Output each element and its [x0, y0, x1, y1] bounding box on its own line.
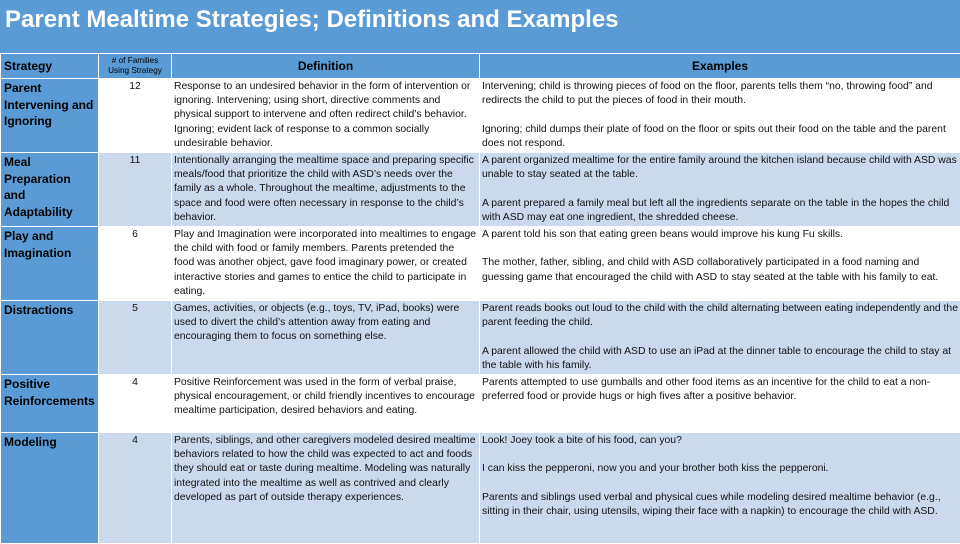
- strategy-cell: Distractions: [1, 301, 99, 375]
- examples-cell: [480, 79, 960, 153]
- table-row: [1, 79, 960, 153]
- examples-cell: [480, 227, 960, 301]
- strategy-cell: Meal Preparation and Adaptability: [1, 153, 99, 227]
- definition-cell: Intentionally arranging the mealtime space and preparing specific meals/food that prioritize the child with ASD’s needs over the family as a whole. Throughout the mealtime, adjustments to the space and food were often necessary in response to the child’s behavior.: [172, 153, 480, 227]
- header-examples: Examples: [480, 54, 960, 79]
- examples-cell: [480, 375, 960, 433]
- examples-cell: [480, 301, 960, 375]
- definition-cell: Parents, siblings, and other caregivers modeled desired mealtime behaviors related to how the child was expected to act and foods they should eat or taste during mealtime. Modeling was naturally integrated into the mealtime as well as contrived and clearly developed as part of outside therapy experiences.: [172, 433, 480, 544]
- examples-cell: [480, 433, 960, 544]
- example-text: Ignoring; child dumps their plate of food on the floor or spits out their food on the table and the parent does not respond.: [482, 123, 958, 151]
- examples-cell: [480, 153, 960, 227]
- count-cell: 5: [99, 301, 172, 375]
- example-text: A parent organized mealtime for the entire family around the kitchen island because child with ASD was unable to stay seated at the table.: [482, 154, 958, 182]
- definition-cell: Positive Reinforcement was used in the form of verbal praise, physical encouragement, or child friendly incentives to encourage mealtime participation, desired behaviors and eating.: [172, 375, 480, 433]
- table-row: [1, 153, 960, 227]
- title-bar: [0, 0, 960, 53]
- header-strategy: Strategy: [1, 54, 99, 79]
- example-text: Parent reads books out loud to the child with the child alternating between eating independently and the parent feeding the child.: [482, 302, 958, 330]
- strategy-cell: Parent Intervening and Ignoring: [1, 79, 99, 153]
- table-row: [1, 227, 960, 301]
- example-text: The mother, father, sibling, and child with ASD collaboratively participated in a food naming and guessing game that encouraged the child with ASD to stay seated at the table with his family to eat.: [482, 256, 958, 284]
- example-text: A parent prepared a family meal but left all the ingredients separate on the table in the hopes the child with ASD may eat one ingredient, the shredded cheese.: [482, 197, 958, 225]
- count-cell: 11: [99, 153, 172, 227]
- example-text: Parents and siblings used verbal and physical cues while modeling desired mealtime behavior (e.g., sitting in their chair, using utensils, wiping their face with a napkin) to encourage the child with ASD.: [482, 491, 958, 519]
- header-row: [1, 54, 960, 79]
- strategy-cell: Positive Reinforcements: [1, 375, 99, 433]
- definition-cell: Response to an undesired behavior in the form of intervention or ignoring. Intervening; using short, directive comments and physical support to intervene and often redirect child’s behavior. Ignoring; evident lack of response to a common socially undesirable behavior.: [172, 79, 480, 153]
- example-text: Intervening; child is throwing pieces of food on the floor, parents tells them “no, throwing food” and redirects the child to put the pieces of food in their mouth.: [482, 80, 958, 108]
- example-text: A parent told his son that eating green beans would improve his kung Fu skills.: [482, 228, 958, 242]
- strategy-cell: Modeling: [1, 433, 99, 544]
- count-cell: 6: [99, 227, 172, 301]
- strategy-cell: Play and Imagination: [1, 227, 99, 301]
- count-cell: 12: [99, 79, 172, 153]
- count-cell: 4: [99, 433, 172, 544]
- example-text: A parent allowed the child with ASD to use an iPad at the dinner table to encourage the child to stay at the table with his family.: [482, 345, 958, 373]
- count-cell: 4: [99, 375, 172, 433]
- example-text: Parents attempted to use gumballs and other food items as an incentive for the child to eat a non-preferred food or provide hugs or high fives after a positive behavior.: [482, 376, 958, 404]
- example-text: Look! Joey took a bite of his food, can you?: [482, 434, 958, 448]
- header-definition: Definition: [172, 54, 480, 79]
- strategies-table: [0, 53, 960, 544]
- example-text: I can kiss the pepperoni, now you and your brother both kiss the pepperoni.: [482, 462, 958, 476]
- definition-cell: Play and Imagination were incorporated into mealtimes to engage the child with food or family members. Parents pretended the food was another object, gave food imaginary power, or created interactive stories and games to entice the child to participate in eating.: [172, 227, 480, 301]
- header-count: # of Families Using Strategy: [99, 54, 172, 79]
- table-row: [1, 301, 960, 375]
- table-row: [1, 375, 960, 433]
- table-row: [1, 433, 960, 544]
- slide-title: Parent Mealtime Strategies; Definitions and Examples: [5, 4, 619, 36]
- definition-cell: Games, activities, or objects (e.g., toys, TV, iPad, books) were used to divert the child’s attention away from eating and encouraging them to focus on something else.: [172, 301, 480, 375]
